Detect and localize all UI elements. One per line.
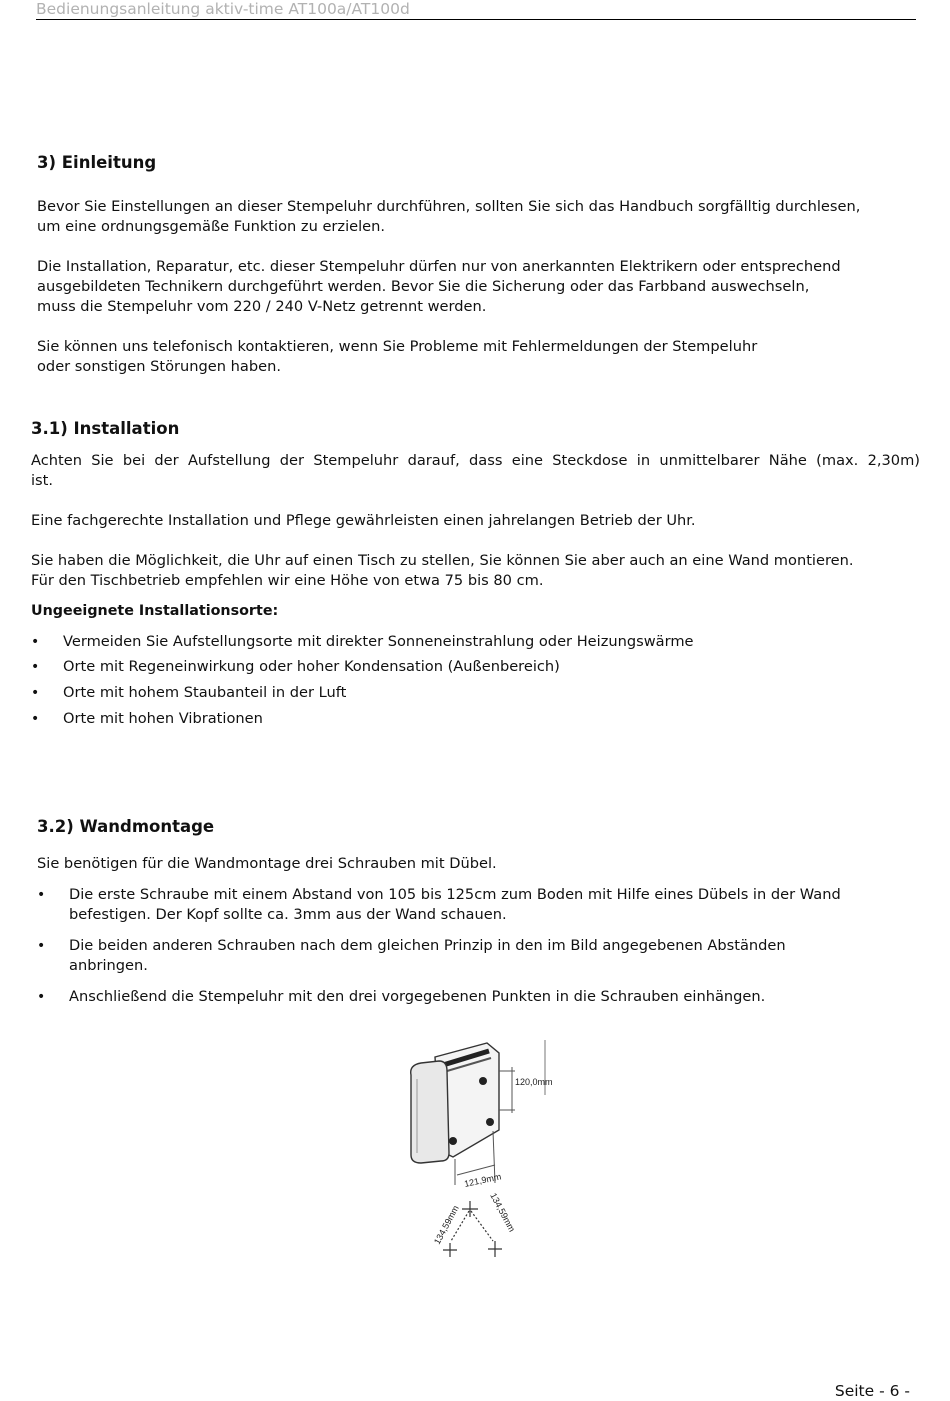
text-line: Die erste Schraube mit einem Abstand von 105 bis 125cm zum Boden mit Hilfe eines Dübels in der Wand xyxy=(69,886,841,903)
dimension-label-width: 121,9mm xyxy=(463,1171,503,1189)
dimension-label-height: 120,0mm xyxy=(515,1077,553,1087)
text-line: Sie benötigen für die Wandmontage drei Schrauben mit Dübel. xyxy=(37,855,497,872)
bullet-marker: • xyxy=(31,685,40,701)
list-item xyxy=(69,885,841,925)
list-item: Orte mit Regeneinwirkung oder hoher Kondensation (Außenbereich) xyxy=(63,658,560,675)
section-heading-wandmontage: 3.2) Wandmontage xyxy=(37,817,215,836)
text-line: anbringen. xyxy=(69,957,148,974)
text-line: oder sonstigen Störungen haben. xyxy=(37,358,281,375)
page-number: Seite - 6 - xyxy=(834,1382,910,1400)
text-line: Für den Tischbetrieb empfehlen wir eine Höhe von etwa 75 bis 80 cm. xyxy=(31,572,544,589)
crosshair-icon xyxy=(462,1201,478,1217)
crosshair-icon xyxy=(488,1241,502,1257)
list-item: Orte mit hohen Vibrationen xyxy=(63,710,263,727)
text-line: muss die Stempeluhr vom 220 / 240 V-Netz getrennt werden. xyxy=(37,298,487,315)
text-line: Sie können uns telefonisch kontaktieren, wenn Sie Probleme mit Fehlermeldungen der Stempeluhr xyxy=(37,338,758,355)
wall-mount-diagram xyxy=(395,1035,575,1275)
section-heading-installation: 3.1) Installation xyxy=(31,419,180,438)
text-line: Bevor Sie Einstellungen an dieser Stempeluhr durchführen, sollten Sie sich das Handbuch sorgfälltig durchlesen, xyxy=(37,198,861,215)
paragraph-wandmontage-intro xyxy=(37,854,497,874)
bullet-marker: • xyxy=(31,634,40,650)
screw-hole-icon xyxy=(486,1118,494,1126)
dimension-label-left: 134,59mm xyxy=(431,1203,461,1246)
bullet-marker: • xyxy=(31,711,40,727)
screw-hole-icon xyxy=(479,1077,487,1085)
text-line: Anschließend die Stempeluhr mit den drei vorgegebenen Punkten in die Schrauben einhängen. xyxy=(69,988,766,1005)
text-line: befestigen. Der Kopf sollte ca. 3mm aus der Wand schauen. xyxy=(69,906,507,923)
dimension-label-right: 134,59mm xyxy=(488,1191,518,1234)
bullet-marker: • xyxy=(37,887,46,903)
clock-illustration xyxy=(411,1040,545,1185)
page-header: Bedienungsanleitung aktiv-time AT100a/AT100d xyxy=(36,0,916,20)
text-line: Eine fachgerechte Installation und Pflege gewährleisten einen jahrelangen Betrieb der Uhr. xyxy=(31,512,696,529)
bullet-marker: • xyxy=(37,938,46,954)
subheading-ungeeignete-orte: Ungeeignete Installationsorte: xyxy=(31,603,279,619)
text-line: ausgebildeten Technikern durchgeführt werden. Bevor Sie die Sicherung oder das Farbband auswechseln, xyxy=(37,278,810,295)
bullet-marker: • xyxy=(37,989,46,1005)
paragraph-einleitung-2 xyxy=(37,257,841,317)
paragraph-installation-2 xyxy=(31,511,696,531)
paragraph-installation-3 xyxy=(31,551,854,591)
paragraph-einleitung-1 xyxy=(37,197,860,237)
section-heading-einleitung: 3) Einleitung xyxy=(37,153,157,172)
text-line: um eine ordnungsgemäße Funktion zu erzielen. xyxy=(37,218,386,235)
list-item xyxy=(69,987,765,1007)
text-line: Die Installation, Reparatur, etc. dieser Stempeluhr dürfen nur von anerkannten Elektrikern oder entsprechend xyxy=(37,258,841,275)
paragraph-installation-1 xyxy=(31,451,920,491)
text-line: Achten Sie bei der Aufstellung der Stempeluhr darauf, dass eine Steckdose in unmittelbarer Nähe (max. 2,30m) xyxy=(31,452,920,469)
screw-hole-icon xyxy=(449,1137,457,1145)
text-line: Sie haben die Möglichkeit, die Uhr auf einen Tisch zu stellen, Sie können Sie aber auch an eine Wand montieren. xyxy=(31,552,854,569)
bullet-marker: • xyxy=(31,659,40,675)
crosshair-icon xyxy=(443,1243,457,1257)
paragraph-einleitung-3 xyxy=(37,337,757,377)
list-item: Vermeiden Sie Aufstellungsorte mit direkter Sonneneinstrahlung oder Heizungswärme xyxy=(63,633,694,650)
text-line: Die beiden anderen Schrauben nach dem gleichen Prinzip in den im Bild angegebenen Abständen xyxy=(69,937,786,954)
list-item xyxy=(69,936,786,976)
list-item: Orte mit hohem Staubanteil in der Luft xyxy=(63,684,347,701)
text-line: ist. xyxy=(31,472,54,489)
